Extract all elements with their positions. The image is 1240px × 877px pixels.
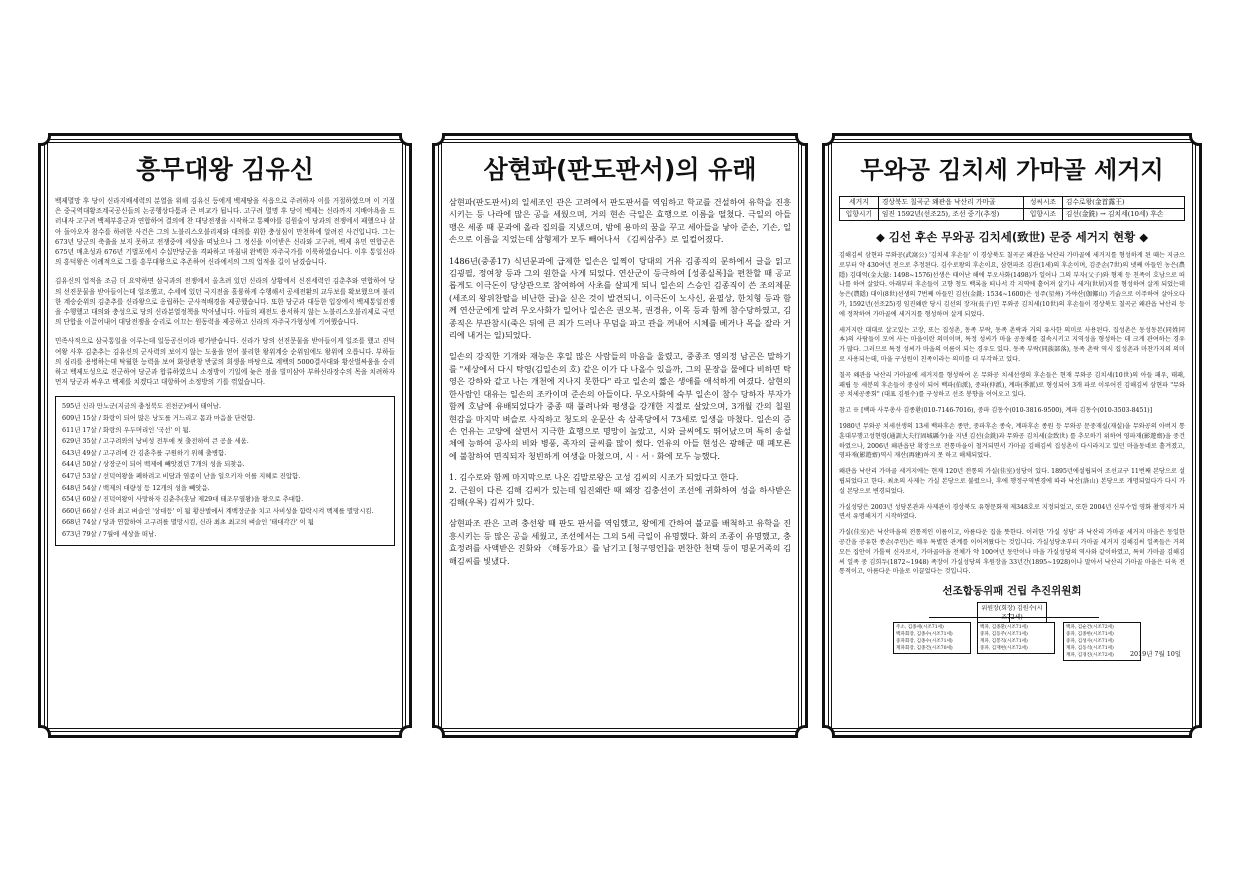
corner-ornament — [795, 725, 808, 738]
date-label: 2019년 7월 10일 — [1129, 650, 1181, 659]
table-cell: 입향시기 — [840, 209, 879, 221]
paragraph: 1. 김수로와 함께 마지막으로 나온 김말로왕은 고성 김씨의 시조가 되었다고 한다. 2. 근원이 다른 김해 김씨가 있는데 임진왜란 때 왜장 김충선이 조선에 귀화하여 성을 하사받은 김해(우록) 김씨가 있다. — [449, 472, 791, 507]
corner-ornament — [38, 133, 51, 146]
panel-samhyeon-origin — [432, 133, 808, 738]
paragraph: 일손의 강직한 기개와 재능은 후일 많은 사람들의 마음을 울렸고, 중종조 영의정 남곤은 말하기를 "세상에서 다시 탁영(김일손의 호) 같은 이가 다 나올수 있을까, 그의 문장을 물에다 비하면 탁영은 강하와 같고 나는 개천에 지나지 못한다" 라고 일손의 짧은 생애를 애석하게 여겼다. 삼현의 한사람인 대유는 일손의 조카이며 준손의 아들이다. 무오사화에 숙부 일손이 참수 당하자 부자가 함께 호남에 유배되었다가 중종 때 풀려나와 평생을 강개한 지절로 살았으며, 3개월 간의 칠원 현감을 마지막 벼슬로 사직하고 청도의 운문산 속 삼족당에서 73세로 일생을 마쳤다. 일손의 증손 언유는 고양에 살면서 지극한 효행으로 명망이 높았고, 시와 글씨에도 뛰어났으며 특히 송설체에 능하여 공사의 비와 병풍, 족자의 글씨를 많이 썼다. 언유의 아들 현성은 광해군 때 폐모론에 불참하여 면직되자 청빈하게 여생을 마쳤으며, 시 · 서 · 화에 모두 능했다. — [449, 351, 791, 461]
org-member: 중파회장, 김종수(시조71세) — [896, 639, 953, 645]
timeline-box — [55, 396, 395, 545]
timeline-entry: 668년 74살 / 당과 연합하여 고구려를 멸망시킴, 신라 최초 최고의 벼슬인 '태대각간' 이 됨 — [62, 518, 314, 527]
org-member: 중파, 김동주(시조71세) — [980, 632, 1028, 638]
timeline-entry: 644년 50살 / 상장군이 되어 백제에 빼앗겼던 7개의 성을 되찾음. — [62, 460, 245, 469]
corner-ornament — [795, 133, 808, 146]
paragraph: 왜관읍 낙산리 가마골 세거지에는 현재 120년 전통의 가실(佳室)성당이 있다. 1895년에설립되어 조선교구 11번째 본당으로 설립되었다고 한다. 최초의 사제는 가실 본당으로 불렸으나, 후에 행정구역변경에 따라 낙산(洛山) 본당으로 개명되었다가 다시 가실 본당으로 변경되었다. — [839, 468, 1185, 495]
paragraph: 1980년 무와공 치세선생의 13세 백파후손 종만, 중파후손 종숙, 계파후손 종원 등 무와공 문중재실(재실)을 무와공의 아버지 통훈대부행고성현령(通訓大夫行固城縣令)을 지낸 김선(金銑)과 무와공 김치세(金致世) 를 추모하기 위하여 영파재(影遊齋)을 중건하였으나, 2006년 왜관읍단 확장으로 전통마을이 철거되면서 가마골 김해김씨 집성촌이 다시라지고 있던 마을동네로 흩겨졌고, 영파재(影遊齋)역시 재산(再建)하지 못 하고 해체되었다. — [839, 422, 1185, 460]
paragraph: 김해김씨 삼현파 무와공(武窩公) '김치세 후손들' 이 경상북도 칠곡군 왜관읍 낙산리 가마골에 세거지를 형성하게 된 때는 지금으로부터 약 430여년 전으로 추정된다. 김수로왕의 후손이요, 삼현파조 김관(1세)의 후손이며, 김준손(7世)의 넷째 아들인 농은(農隱) 김대억(金大億: 1498~1576)선생은 태어난 해에 무오사화(1498)가 일어나 그의 부자(父子)와 형제 등 친족이 호남으로 떠나를 하여 살았다. 아래부터 후손들이 고향 청도 백록을 떠나서 각 지역에 흩어져 살기나 세거(世居)지를 형성하여 살게 되었는데 농은(農隱) 대이(8世)선생의 7번째 아들인 김선(金銑: 1534~1600)은 성주(星州) 가야산(伽倻山) 기슭으로 이주하여 살아오다가, 1592년(선조25)경 임진왜란 당시 김선의 장자(長子)인 무와공 김치세(10世)의 후손들이 경상북도 칠곡군 왜관읍 낙산리 등에 정착하여 가마골에 세거지를 형성하며 살게 되었다. — [839, 252, 1185, 318]
org-member: 중파, 김종한(시조71세) — [1066, 632, 1114, 638]
timeline-entry: 673년 79살 / 7월에 세상을 떠남. — [62, 529, 157, 538]
panel-body — [449, 196, 791, 567]
panel-body — [839, 251, 1185, 577]
timeline-entry: 654년 60살 / 진덕여왕이 사망하자 김춘추(훗날 제29대 태조무열왕)을 왕으로 추대함. — [62, 495, 304, 504]
corner-ornament — [1189, 725, 1202, 738]
corner-ornament — [822, 725, 835, 738]
org-column-2 — [977, 622, 1055, 654]
paragraph: 참고 ※ [백파 사무총사 김종환(010-7146-7016), 중파 김동수(010-3816-9500), 계파 김동수(010-3503-8451)] — [839, 407, 1153, 415]
org-member: 계파, 김봉직(시조71세) — [980, 639, 1028, 645]
paragraph: 삼현파(판도판서)의 일세조인 관은 고려에서 판도판서를 역임하고 학교를 건설하여 유학을 진흥시키는 등 나라에 많은 공을 세웠으며, 거의 현손 극일은 효행으로 이름을 떨쳤다. 극일의 아들 맹은 세종 때 문과에 올라 집의를 지냈으며, 밤에 용마의 꿈을 꾸고 세아들을 낳아 준손, 기손, 일손으로 이름을 지었는데 삼형제가 모두 빼어나서 《김씨삼주》로 일컬어졌다. — [449, 197, 791, 245]
org-member: 백파회장, 김종수(시조71세) — [896, 632, 953, 638]
paragraph: 가실성당은 2003년 성당본관과 사제관이 경상북도 유형문화재 제348호로 지정되었고, 또한 2004년 신부수업 영화 촬영지가 되면서 유명해지기 시작하였다. — [839, 503, 1185, 521]
section-heading: ◆ 김선 후손 무와공 김치세(致世) 문중 세거지 현황 ◆ — [875, 230, 1149, 244]
timeline-entry: 648년 54살 / 백제의 대량성 등 12개의 성을 빼앗음. — [62, 483, 210, 492]
org-member: 계파, 김경진(시조72세) — [1066, 653, 1114, 659]
timeline-entry: 629년 35살 / 고구려와의 낭비성 전투에 첫 출전하여 큰 공을 세움. — [62, 437, 249, 446]
corner-ornament — [432, 725, 445, 738]
timeline-entry: 647년 53살 / 선덕여왕을 폐하려고 비담과 염종이 난을 일으키자 이를 지혜로 진압함. — [62, 472, 301, 481]
paragraph: 백제멸망 후 당이 신라지배세력의 분열을 위해 김유신 등에게 백제땅을 식읍으로 주려하자 이를 거절하였으며 이 거절은 중국역대황조계국공신들의 논공행상다툼과 큰 비교가 됩니다. 고구려 멸명 후 당이 백제는 신라까지 지배야욕을 드러내자 고구려 백제부흥군과 연합하여 결의에 찬 대당전쟁을 시작하고 통째야를 김원술이 당과의 전쟁에서 패했으나 살아 돌아오자 참수를 하려한 사건은 그의 노블리스오블리제와 대의를 위한 충성심이 만천하에 알려진 사건입니다. 그는 673년 당군의 축출을 보지 못하고 전쟁중에 세상을 떠났으나 그 정신을 이어받은 신라와 고구려, 백제 유민 연합군은 675년 매초성과 676년 기벌포에서 수십만당군을 격파하고 마침내 완벽한 자주국가를 이룩하였습니다. 이후 통일신라의 흥덕왕은 이례적으로 그를 흥무대왕으로 추존하여 신라에서의 그의 업적을 길이 남겼습니다. — [55, 197, 395, 267]
table-row — [840, 209, 1185, 221]
timeline-entry: 660년 66살 / 신라 최고 벼슬인 '상대등' 이 됨 황산벌에서 계백장군을 치고 사비성을 함락시켜 백제를 멸망시킴. — [62, 506, 374, 515]
committee-title: 선조합동위패 건립 추진위원회 — [942, 585, 1082, 598]
org-connector — [929, 617, 1099, 618]
org-member: 백파, 김종환(시조71세) — [980, 625, 1028, 631]
paragraph: 1486년(중종17) 식년문과에 급제한 일손은 일찍이 당대의 거유 김종직의 문하에서 글을 읽고 김굉필, 정여창 등과 그의 원한을 사게 되었다. 연산군이 등극하여 [성종실록]을 편찬할 때 공교롭게도 이극돈이 당상관으로 참여하여 사초를 살피게 되니 일손의 스승인 김종직이 쓴 조의제문(세조의 왕위찬탈을 비난한 글)을 싣은 것이 발견되니, 이극돈이 노사신, 윤필상, 한치형 등과 함께 연산군에게 알려 무오사화가 일어나 일손은 권오복, 권경유, 이목 등과 함께 참수당하였고, 김종직은 부관참시(죽은 뒤에 큰 죄가 드러나 무덤을 파고 관을 꺼내어 시체를 베거나 목을 잘라 거리에 내거는 일)되었다. — [449, 255, 791, 341]
panel-gamagol-settlement — [822, 133, 1202, 738]
paragraph: 가실(佳室)은 낙산마을의 전통적인 이름이고, 아름다운 집을 뜻한다. 이러한 '가실 성당' 과 낙산리 가마골 세거지 마을은 동일한 공간을 공유한 종손(주민)은 매우 특별한 관계를 이어져왔다는 것입니다. 가실성당초부터 가마골 세거지 김해김씨 일족들은 거의 모든 집안이 가톨릭 신자로서, 가마골마을 전체가 약 100여년 동안이나 마을 가실성당의 역사와 같이하였고, 특히 가마골 김해김씨 일족 중 김희두(1872~1948) 족장이 가실성당의 후원장을 33년간(1895~1928)이나 말아서 낙산리 가마골 마을은 더욱 전통적이고, 아름다운 마을로 이끌었다는 것입니다. — [839, 529, 1185, 576]
corner-ornament — [38, 725, 51, 738]
settlement-info-table — [839, 196, 1185, 221]
timeline-entry: 611년 17살 / 화랑의 우두머리인 '국선' 이 됨. — [62, 425, 191, 434]
table-cell: 김수로왕(金首露王) — [1062, 197, 1184, 209]
org-member: 중파, 김성사(시조71세) — [1066, 639, 1114, 645]
table-cell: 경상북도 칠곡군 왜관읍 낙산리 가마골 — [878, 197, 1023, 209]
timeline-entry: 609년 15살 / 화랑이 되어 많은 낭도를 거느리고 몸과 마음을 단련함. — [62, 414, 255, 423]
timeline-entry: 643년 49살 / 고구려에 간 김춘추를 구원하기 위해 출병함. — [62, 448, 227, 457]
table-row — [840, 197, 1185, 209]
org-chart-head: 위원장(회장) 김원수(시조72세) — [977, 602, 1047, 624]
panel-title: 삼현파(판도판서)의 유래 — [483, 155, 757, 184]
corner-ornament — [399, 725, 412, 738]
panel-kim-yu-sin — [38, 133, 412, 738]
paragraph: 삼현파조 관은 고려 충선왕 때 판도 판서를 역임했고, 왕에게 간하여 불교를 배척하고 유학을 진흥시키는 등 많은 공을 세웠고, 조선에서는 그의 5세 극일이 유명했다. 화의 조종이 유명했고, 충효정려를 사액받은 진화와 〈해동가요〉를 남기고 [청구영언]을 편찬한 천택 등이 명문거족의 김해김씨를 빛냈다. — [449, 518, 791, 566]
paragraph: 세거지란 대대로 살고있는 고장, 또는 집성촌, 동족 부락, 동족 촌락과 거의 유사한 의미로 사용된다. 집성촌은 동성동본(同姓同本)의 사람들이 모여 사는 마을이란 의미이며, 특정 성씨가 마을 공동체를 결속시키고 지역성을 형성하는 데 크게 관여하는 경우가 많다. 그러므로 특정 성씨가 마을의 이름이 되는 경우도 있다. 동족 부락(同族部落), 동족 촌락 역시 집성촌과 마찬가지의 의미로 사용되는데, 마을 구성원이 친족이라는 의미를 더 부각하고 있다. — [839, 326, 1185, 363]
corner-ornament — [432, 133, 445, 146]
org-chart — [839, 602, 1185, 660]
corner-ornament — [399, 133, 412, 146]
org-member: 주소, 김종세(시조71세) — [896, 625, 944, 631]
corner-ornament — [822, 133, 835, 146]
org-member: 중파, 김재현(시조72세) — [980, 646, 1028, 652]
org-member: 계파회장, 김종건(시조70세) — [896, 646, 953, 652]
panel-title: 무와공 김치세 가마골 세거지 — [860, 156, 1164, 184]
panel-body — [55, 196, 395, 387]
org-member: 백파, 김순건(시조72세) — [1066, 625, 1114, 631]
corner-ornament — [1189, 133, 1202, 146]
paragraph: 민족사적으로 삼국통일을 이루는데 일등공신이라 평가받습니다. 신라가 당의 선진문물을 받아들이게 일조를 했고 진덕여왕 사후 김춘추는 김유신의 군사력의 보이지 않는 도움을 얻어 불리한 왕위계승 순위임에도 왕위에 오릅니다. 부하들의 심리를 용병하는데 탁월한 능력을 보여 화랑관창 반굴의 희생을 바탕으로 계백의 5000결사대와 황산벌싸움을 승리하고 백제도성으로 진군하여 당군과 합류하였으니 소정방이 기일에 늦은 점을 빌미삼아 부하신라장수의 목을 치려하자 먼저 당군과 싸우고 백제를 치겠다고 대항하여 소정방의 기를 꺾었습니다. — [55, 337, 395, 387]
paragraph: 칠곡 왜관읍 낙산리 가마골에 세거지를 형성하여 온 무와공 치세선생의 후손들은 현재 무와공 김치세(10世)의 아들 패우, 태패, 패립 등 세분의 후손들이 중심이 되어 백파(伯派), 중파(仲派), 계파(季派)로 형성되어 3개 파로 이루어진 김해김씨 삼현파 "무와공 치세공종회" (대표 김원수)를 구성하고 선조 봉향을 이어오고 있다. — [839, 371, 1185, 399]
table-cell: 임진 1592년(선조25), 조선 중기(추정) — [878, 209, 1023, 221]
panel-title: 흥무대왕 김유신 — [136, 155, 314, 184]
table-cell: 김선(金銑) → 김치세(10세) 후손 — [1062, 209, 1184, 221]
table-cell: 세거지 — [840, 197, 879, 209]
paragraph: 김유신의 업적을 조금 더 요약하면 삼국과의 전쟁에서 올츠려 있던 신라의 상황에서 신진세력인 김춘추와 연합하여 당의 선진문물을 받아들이는데 일조했고, 수세에 있던 국지전을 흘륭하게 수행해서 공세전환의 교두보를 확보했으며 불리한 계승순위의 김춘추를 신라왕으로 옹립하는 군사적배경을 제공했습니다. 또한 당군과 대등한 입장에서 백제통일전쟁을 수행했고 대의와 충성으로 당의 신라분열정책을 막아냈니다. 아들의 패전도 용서하지 않는 노블리스오블리제로 국민의 단합을 이끌어내어 대당전쟁을 승리로 이끄는 원동력을 제공하고 신라의 자주국가형성에 기여했습니다. — [55, 277, 395, 327]
table-cell: 입향시조 — [1024, 209, 1063, 221]
timeline-entry: 595년 신라 만노군(지금의 충청북도 진천군)에서 태어남. — [62, 402, 222, 411]
org-member: 계파, 김동석(시조71세) — [1066, 646, 1114, 652]
org-column-1 — [893, 622, 971, 654]
table-cell: 성씨시조 — [1024, 197, 1063, 209]
